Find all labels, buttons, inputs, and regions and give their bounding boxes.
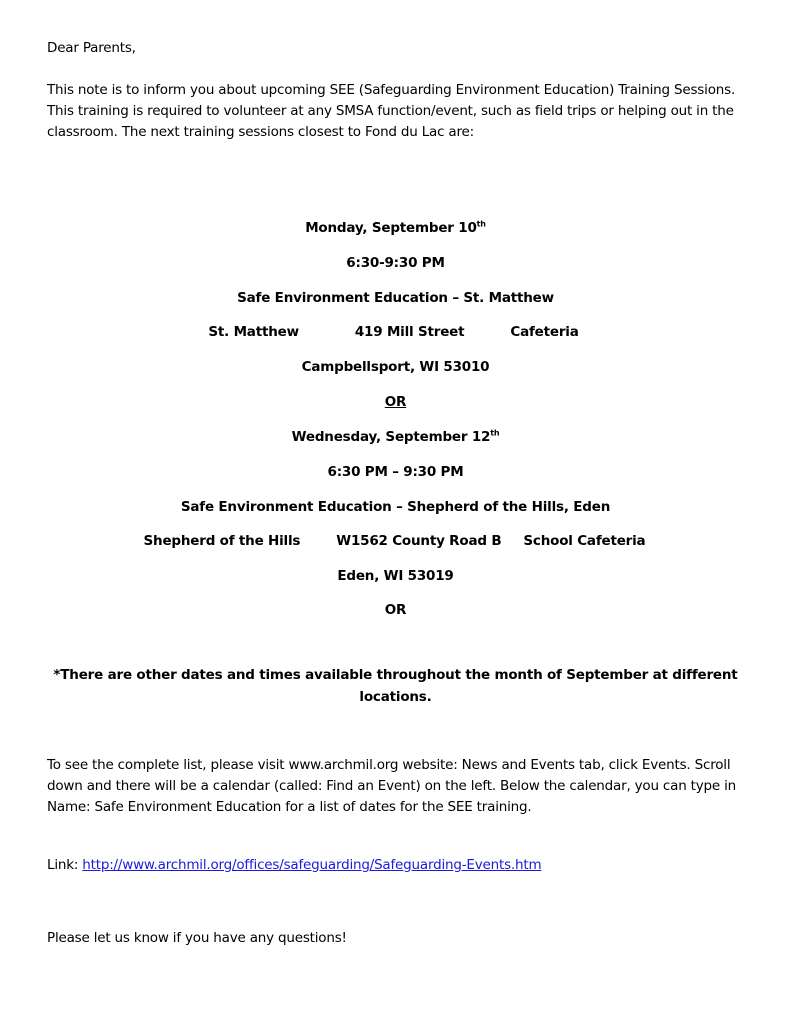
session2-address: W1562 County Road B — [336, 533, 502, 549]
safeguarding-events-link[interactable]: http://www.archmil.org/offices/safeguarding/Safeguarding-Events.htm — [82, 857, 542, 873]
or-separator-2: OR — [384, 602, 407, 618]
or-separator: OR — [384, 394, 407, 410]
session1-location-row — [0, 323, 789, 341]
session2-room: School Cafeteria — [523, 533, 646, 549]
session1-city: Campbellsport, WI 53010 — [301, 359, 490, 375]
session2-location-row — [0, 532, 790, 550]
availability-note: *There are other dates and times available throughout the month of September at different locations. — [53, 667, 738, 705]
session2-title: Safe Environment Education – Shepherd of the Hills, Eden — [180, 499, 611, 515]
session1-time: 6:30-9:30 PM — [346, 255, 445, 271]
session2-venue: Shepherd of the Hills — [143, 533, 301, 549]
instructions-paragraph: To see the complete list, please visit www.archmil.org website: News and Events tab, click Events. Scroll down and there will be a calendar (called: Find an Event) on the left. Below the calendar, you can type in Name: Safe Environment Education for a list of dates for the SEE training. — [47, 757, 737, 815]
session1-address: 419 Mill Street — [354, 324, 465, 340]
session1-date: Monday, September 10th — [305, 219, 486, 236]
closing-line: Please let us know if you have any questions! — [47, 930, 347, 946]
session1-venue: St. Matthew — [208, 324, 299, 340]
session2-time: 6:30 PM – 9:30 PM — [327, 464, 464, 480]
session2-date: Wednesday, September 12th — [291, 428, 500, 445]
session2-city: Eden, WI 53019 — [337, 568, 454, 584]
session1-title: Safe Environment Education – St. Matthew — [237, 290, 554, 306]
link-label: Link: — [47, 857, 83, 873]
intro-paragraph: This note is to inform you about upcoming SEE (Safeguarding Environment Education) Training Sessions. This training is required to volunteer at any SMSA function/event, such as field trips or helping out in the classroom. The next training sessions closest to Fond du Lac are: — [47, 82, 736, 140]
link-line — [47, 855, 747, 876]
session1-room: Cafeteria — [510, 324, 579, 340]
greeting: Dear Parents, — [47, 40, 136, 56]
